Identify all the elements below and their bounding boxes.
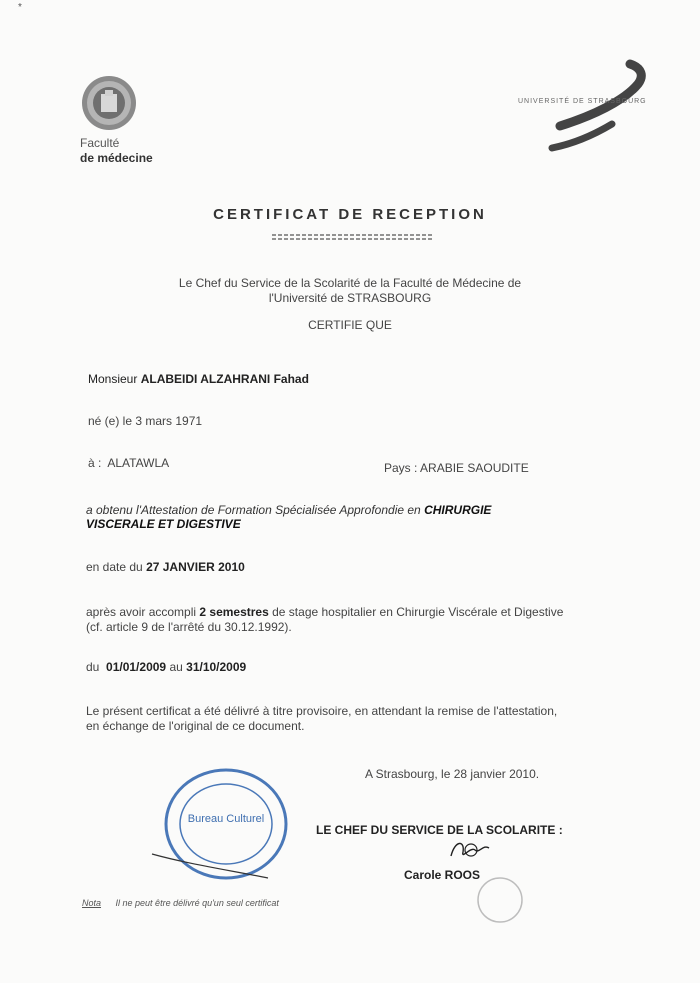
faculty-label-line2: de médecine [80,151,153,165]
footnote-text: Il ne peut être délivré qu'un seul certificat [115,898,279,908]
country-label: Pays : [384,461,418,475]
birth-place-line [88,456,169,471]
signer-name: Carole ROOS [404,868,481,882]
birth-place: ALATAWLA [107,456,170,470]
diploma-prefix: a obtenu l'Attestation de Formation Spécialisée Approfondie en [86,503,421,517]
specialty-line1: CHIRURGIE [424,503,492,517]
signature-stamp [470,875,530,925]
cultural-bureau-stamp [148,766,298,882]
award-date-line [86,560,245,575]
period-to: 31/10/2009 [186,660,247,674]
footnote-label: Nota [82,898,102,908]
country-value: ARABIE SAOUDITE [420,461,529,475]
semesters-suffix: de stage hospitalier en Chirurgie Viscérale et Digestive [272,605,564,619]
certifies-label: CERTIFIE QUE [308,318,392,332]
provisional-notice [86,704,636,734]
intro-paragraph [0,276,700,306]
signed-place-date: A Strasbourg, le 28 janvier 2010. [365,767,540,781]
semesters-paragraph [86,605,636,635]
intro-line1: Le Chef du Service de la Scolarité de la Faculté de Médecine de [178,276,522,290]
university-name: UNIVERSITÉ DE STRASBOURG [518,98,647,105]
period-to-label: au [169,660,183,674]
date-prefix: en date du [86,560,143,574]
semesters-count: 2 semestres [199,605,269,619]
period-from-label: du [86,660,100,674]
specialty-line2: VISCERALE ET DIGESTIVE [86,517,241,531]
birth-date: né (e) le 3 mars 1971 [88,414,203,428]
corner-mark: * [18,2,22,13]
intro-line2: l'Université de STRASBOURG [268,291,432,305]
period-line [86,660,246,675]
period-from: 01/01/2009 [106,660,167,674]
name-prefix: Monsieur [88,372,138,386]
faculty-label [80,136,153,166]
faculty-seal-logo [80,74,138,132]
semesters-reference: (cf. article 9 de l'arrêté du 30.12.1992). [86,620,292,634]
university-logo [512,56,672,156]
place-prefix: à : [88,456,102,470]
signatory-title: LE CHEF DU SERVICE DE LA SCOLARITE : [316,823,563,837]
diploma-statement [86,503,626,531]
notice-line1: Le présent certificat a été délivré à titre provisoire, en attendant la remise de l'attestation, [86,704,558,718]
footnote [82,898,279,908]
stamp-text: Bureau Culturel [187,813,265,825]
faculty-label-line1: Faculté [80,136,120,150]
award-date: 27 JANVIER 2010 [146,560,245,574]
notice-line2: en échange de l'original de ce document. [86,719,305,733]
title-underline [272,233,434,241]
handwritten-signature [445,836,495,866]
semesters-prefix: après avoir accompli [86,605,197,619]
country-line [384,461,529,476]
holder-name-line [88,372,309,387]
holder-name: ALABEIDI ALZAHRANI Fahad [140,372,309,386]
document-title: CERTIFICAT DE RECEPTION [213,206,487,223]
